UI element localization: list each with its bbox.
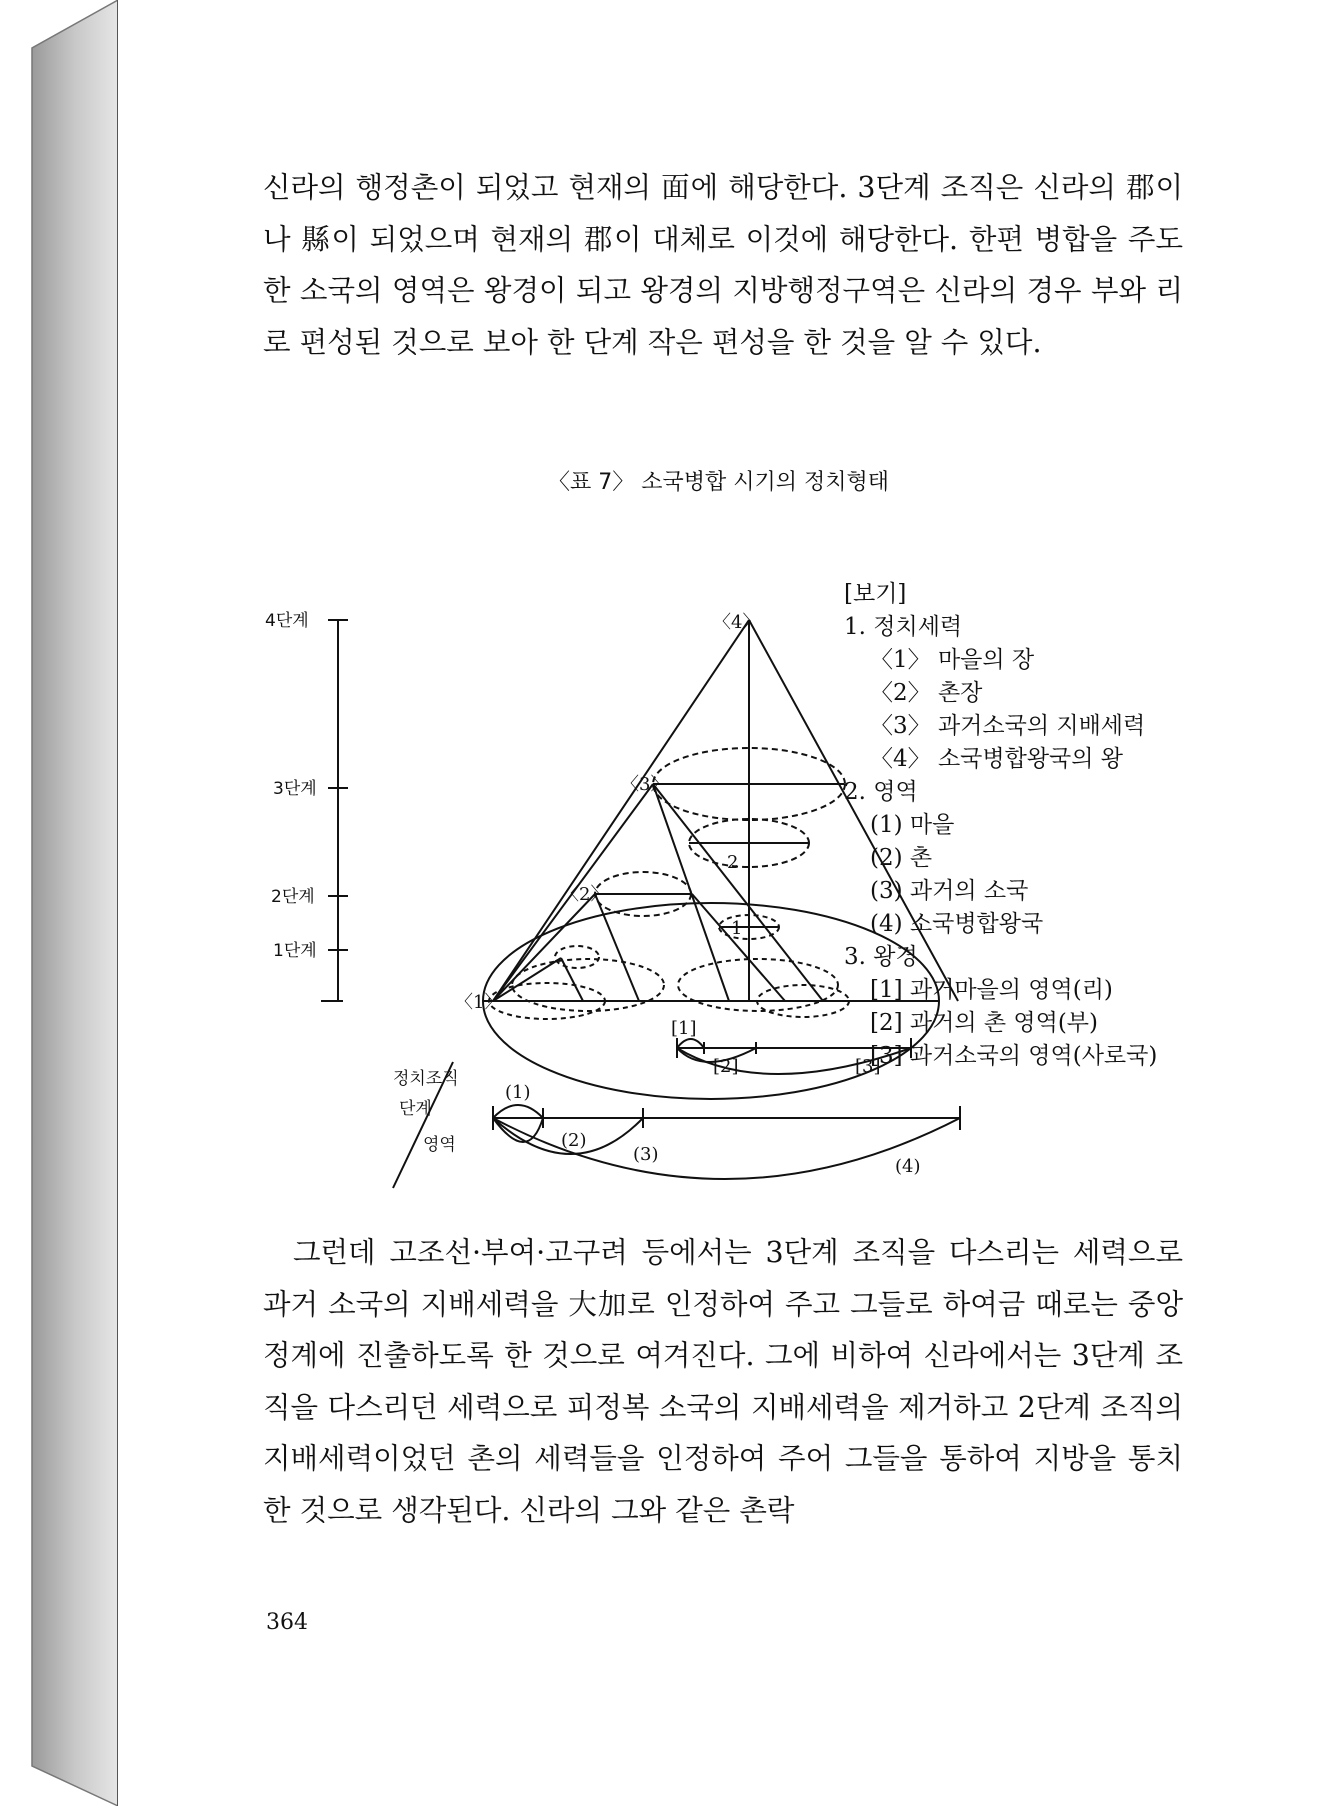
territory-label-4: (4) [895,1156,921,1177]
corner-label-stage: 단계 [399,1099,432,1119]
body-paragraph-top: 신라의 행정촌이 되었고 현재의 面에 해당한다. 3단계 조직은 신라의 郡이나 縣이 되었으며 현재의 郡이 대체로 이것에 해당한다. 한편 병합을 주도한 소국의 영역은 왕경이 되고 왕경의 지방행정구역은 신라의 경우 부와 리로 편성된 것으로 보아 한 단계 작은 편성을 한 것을 알 수 있다. [263,171,1183,359]
book-page [118,0,1319,1806]
capital-label-2: [2] [713,1056,739,1077]
stage-4-label: 4단계 [265,611,309,631]
legend-section-heading: 2. 영역 [844,779,918,805]
legend-item: 〈1〉 마을의 장 [870,647,1035,673]
legend-item: [3] 과거소국의 영역(사로국) [870,1043,1158,1069]
page-number: 364 [266,1610,308,1635]
territory-label-1: (1) [505,1082,531,1103]
apex-3-label: 〈3〉 [621,774,669,795]
apex-2-label: 〈2〉 [561,884,609,905]
legend-item: 〈2〉 촌장 [870,680,983,706]
stage-1-label: 1단계 [273,941,317,961]
legend-item: 〈4〉 소국병합왕국의 왕 [870,746,1123,772]
capital-label-1: [1] [671,1018,697,1039]
territory-label-3: (3) [633,1144,659,1165]
legend-item: (1) 마을 [870,812,955,838]
legend-title: [보기] [844,581,907,607]
legend-item: (2) 촌 [870,845,933,871]
territory-label-2: (2) [561,1130,587,1151]
legend-item: (4) 소국병합왕국 [870,911,1044,937]
legend-item: 〈3〉 과거소국의 지배세력 [870,713,1146,739]
inner-number-2: 2 [727,852,739,873]
apex-4-label: 〈4〉 [713,612,761,633]
inner-number-1: 1 [731,918,743,939]
body-paragraph-bottom: 그런데 고조선·부여·고구려 등에서는 3단계 조직을 다스리는 세력으로 과거 소국의 지배세력을 大加로 인정하여 주고 그들로 하여금 때로는 중앙 정계에 진출하도록 한 것으로 여겨진다. 그에 비하여 신라에서는 3단계 조직을 다스리던 세력으로 피정복 소국의 지배세력을 제거하고 2단계 조직의 지배세력이었던 촌의 세력들을 인정하여 주어 그들을 통하여 지방을 통치한 것으로 생각된다. 신라의 그와 같은 촌락 [263,1236,1183,1527]
diagram-legend [844,578,1274,1073]
book-spine-edge [0,0,130,1806]
legend-section-heading: 1. 정치세력 [844,614,963,640]
legend-item: [1] 과거마을의 영역(리) [870,977,1113,1003]
apex-1-label: 〈1〉 [455,992,503,1013]
stage-2-label: 2단계 [271,887,315,907]
capital-label-3: [3] [855,1056,881,1077]
legend-item: [2] 과거의 촌 영역(부) [870,1010,1098,1036]
legend-item: (3) 과거의 소국 [870,878,1029,904]
corner-label-org: 정치조직 [393,1069,459,1089]
corner-label-territory: 영역 [423,1135,456,1155]
legend-section-heading: 3. 왕경 [844,944,918,970]
stage-3-label: 3단계 [273,779,317,799]
figure-caption: 〈표 7〉 소국병합 시기의 정치형태 [548,470,889,495]
